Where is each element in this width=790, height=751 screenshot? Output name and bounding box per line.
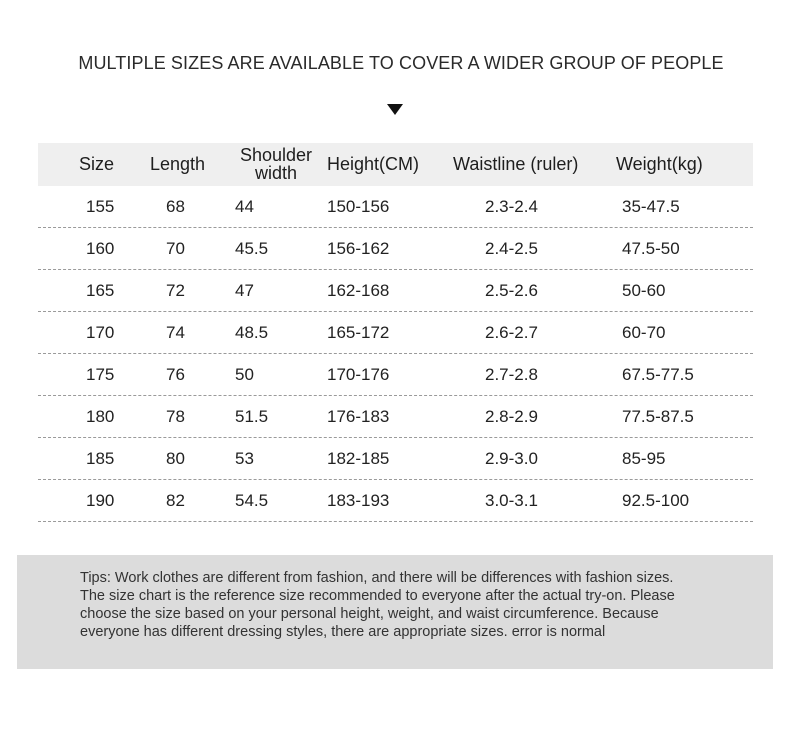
cell-waistline: 2.6-2.7: [485, 322, 538, 342]
table-header-row: [38, 143, 753, 186]
table-row: [38, 396, 753, 438]
table-row: [38, 438, 753, 480]
cell-waistline: 2.9-3.0: [485, 448, 538, 468]
cell-weight: 60-70: [622, 322, 666, 342]
cell-shoulder-width: 51.5: [235, 406, 269, 426]
page-headline: MULTIPLE SIZES ARE AVAILABLE TO COVER A WIDER GROUP OF PEOPLE: [78, 53, 724, 73]
header-length: Length: [150, 154, 206, 174]
tips-box: [17, 555, 773, 669]
down-arrow-icon: [387, 104, 403, 115]
cell-size: 190: [86, 490, 115, 510]
table-row: [38, 480, 753, 522]
cell-size: 175: [86, 364, 115, 384]
table-row: [38, 312, 753, 354]
cell-length: 82: [166, 490, 185, 510]
cell-waistline: 2.8-2.9: [485, 406, 538, 426]
cell-size: 170: [86, 322, 115, 342]
cell-weight: 85-95: [622, 448, 666, 468]
cell-height: 162-168: [327, 280, 390, 300]
cell-height: 165-172: [327, 322, 390, 342]
cell-length: 72: [166, 280, 185, 300]
header-waistline: Waistline (ruler): [453, 154, 579, 174]
cell-height: 183-193: [327, 490, 390, 510]
cell-size: 155: [86, 196, 115, 216]
table-row: [38, 270, 753, 312]
header-weight: Weight(kg): [616, 154, 703, 174]
cell-waistline: 2.4-2.5: [485, 238, 538, 258]
table-body: [38, 186, 753, 522]
cell-waistline: 2.3-2.4: [485, 196, 538, 216]
cell-length: 78: [166, 406, 185, 426]
cell-size: 160: [86, 238, 115, 258]
header-height: Height(CM): [327, 154, 420, 174]
cell-waistline: 2.7-2.8: [485, 364, 538, 384]
cell-waistline: 2.5-2.6: [485, 280, 538, 300]
cell-weight: 67.5-77.5: [622, 364, 694, 384]
cell-height: 170-176: [327, 364, 390, 384]
cell-length: 68: [166, 196, 185, 216]
cell-weight: 50-60: [622, 280, 666, 300]
cell-size: 165: [86, 280, 115, 300]
cell-length: 80: [166, 448, 185, 468]
cell-shoulder-width: 44: [235, 196, 254, 216]
cell-weight: 77.5-87.5: [622, 406, 694, 426]
tips-text: Tips: Work clothes are different from fashion, and there will be differences with fashion sizes. The size chart is the reference size recommended to everyone after the actual try-on. Please choose the size based on your personal height, weight, and waist circumference. Because everyone has different dressing styles, there are appropriate sizes. error is normal: [80, 570, 675, 640]
size-chart-table: [38, 143, 753, 522]
cell-size: 180: [86, 406, 115, 426]
cell-shoulder-width: 50: [235, 364, 254, 384]
cell-shoulder-width: 54.5: [235, 490, 269, 510]
cell-shoulder-width: 45.5: [235, 238, 269, 258]
cell-weight: 92.5-100: [622, 490, 690, 510]
cell-size: 185: [86, 448, 115, 468]
cell-shoulder-width: 53: [235, 448, 254, 468]
cell-height: 176-183: [327, 406, 390, 426]
table-row: [38, 354, 753, 396]
cell-height: 150-156: [327, 196, 390, 216]
cell-weight: 47.5-50: [622, 238, 680, 258]
header-shoulder-width: [233, 143, 319, 186]
cell-height: 156-162: [327, 238, 390, 258]
cell-shoulder-width: 48.5: [235, 322, 269, 342]
cell-shoulder-width: 47: [235, 280, 254, 300]
cell-length: 70: [166, 238, 185, 258]
header-size: Size: [79, 154, 115, 174]
header-shoulder-width-label: Shoulder width: [239, 144, 313, 183]
cell-length: 74: [166, 322, 185, 342]
cell-height: 182-185: [327, 448, 390, 468]
cell-waistline: 3.0-3.1: [485, 490, 538, 510]
cell-weight: 35-47.5: [622, 196, 680, 216]
table-row: [38, 186, 753, 228]
table-row: [38, 228, 753, 270]
cell-length: 76: [166, 364, 185, 384]
